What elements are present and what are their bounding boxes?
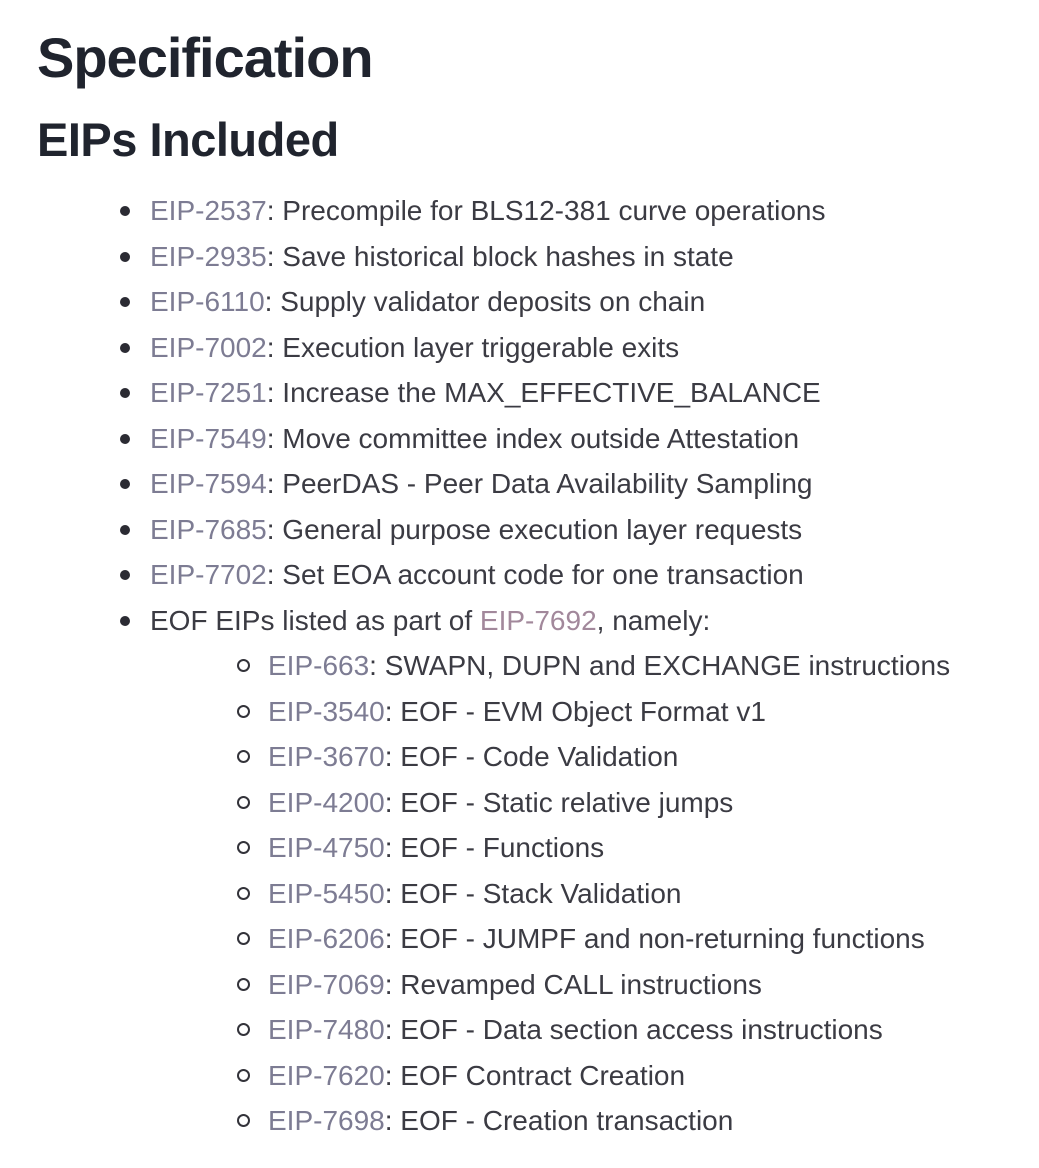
- eip-link[interactable]: EIP-7620: [268, 1059, 385, 1091]
- item-text: : Revamped CALL instructions: [384, 968, 762, 1000]
- bullet-circle-icon: [237, 705, 250, 718]
- item-text: : Supply validator deposits on chain: [264, 286, 706, 317]
- list-item: [150, 279, 1019, 325]
- bullet-circle-icon: [237, 841, 250, 854]
- item-text: : EOF - Static relative jumps: [384, 786, 734, 818]
- item-text: : EOF Contract Creation: [384, 1059, 686, 1091]
- list-item: [150, 552, 1019, 598]
- bullet-circle-icon: [237, 659, 250, 672]
- bullet-disc-icon: [120, 525, 130, 535]
- bullet-disc-icon: [120, 570, 130, 580]
- eip-link[interactable]: EIP-3540: [268, 695, 385, 727]
- eip-link[interactable]: EIP-3670: [268, 741, 385, 772]
- eip-link[interactable]: EIP-7069: [268, 968, 385, 1000]
- sub-list-item: [268, 871, 1019, 917]
- item-text: : Set EOA account code for one transaction: [266, 559, 804, 590]
- bullet-circle-icon: [237, 1023, 250, 1036]
- bullet-disc-icon: [120, 297, 130, 307]
- item-prefix: EOF EIPs listed as part of: [150, 604, 480, 636]
- item-text: : Save historical block hashes in state: [266, 240, 734, 272]
- sub-list-item: [268, 689, 1019, 735]
- item-text: : EOF - Functions: [384, 832, 605, 863]
- item-text: : Move committee index outside Attestation: [266, 422, 800, 454]
- eip-link[interactable]: EIP-4750: [268, 832, 385, 863]
- bullet-disc-icon: [120, 343, 130, 353]
- bullet-circle-icon: [237, 978, 250, 991]
- eip-link[interactable]: EIP-7702: [150, 559, 267, 590]
- eip-link[interactable]: EIP-4200: [268, 786, 385, 818]
- bullet-circle-icon: [237, 887, 250, 900]
- item-text: : EOF - EVM Object Format v1: [384, 695, 766, 727]
- eip-link[interactable]: EIP-6206: [268, 923, 385, 954]
- eip-link[interactable]: EIP-2935: [150, 240, 267, 272]
- eip-link[interactable]: EIP-7692: [479, 604, 597, 636]
- section-title: EIPs Included: [37, 113, 339, 166]
- bullet-disc-icon: [120, 479, 130, 489]
- bullet-disc-icon: [120, 434, 130, 444]
- eip-link[interactable]: EIP-7685: [150, 513, 267, 545]
- bullet-circle-icon: [237, 1114, 250, 1127]
- sub-list-item: [268, 643, 1019, 689]
- item-text: : EOF - JUMPF and non-returning functions: [384, 923, 925, 954]
- eip-link[interactable]: EIP-7251: [150, 377, 267, 408]
- item-text: : EOF - Data section access instructions: [384, 1014, 883, 1045]
- eip-link[interactable]: EIP-6110: [150, 286, 265, 317]
- eip-link[interactable]: EIP-663: [268, 650, 370, 681]
- sub-list-item: [268, 734, 1019, 780]
- item-text: , namely:: [596, 604, 711, 636]
- eip-link[interactable]: EIP-7594: [150, 468, 267, 499]
- bullet-circle-icon: [237, 1069, 250, 1082]
- item-text: : Increase the MAX_EFFECTIVE_BALANCE: [266, 377, 821, 408]
- list-item: [150, 234, 1019, 280]
- bullet-circle-icon: [237, 750, 250, 763]
- eip-link[interactable]: EIP-7698: [268, 1105, 385, 1136]
- eip-list: [37, 188, 1019, 1144]
- bullet-disc-icon: [120, 616, 130, 626]
- bullet-disc-icon: [120, 206, 130, 216]
- item-text: : General purpose execution layer requests: [266, 513, 803, 545]
- bullet-disc-icon: [120, 388, 130, 398]
- eip-link[interactable]: EIP-2537: [150, 195, 267, 226]
- sub-list-item: [268, 916, 1019, 962]
- list-item: [150, 461, 1019, 507]
- list-item: [150, 325, 1019, 371]
- bullet-disc-icon: [120, 252, 130, 262]
- item-text: : EOF - Stack Validation: [384, 877, 682, 909]
- item-text: : EOF - Code Validation: [384, 741, 679, 772]
- item-text: : SWAPN, DUPN and EXCHANGE instructions: [369, 650, 951, 681]
- item-text: : PeerDAS - Peer Data Availability Sampling: [266, 468, 813, 499]
- bullet-circle-icon: [237, 796, 250, 809]
- sub-list-item: [268, 1053, 1019, 1099]
- sub-list-item: [268, 780, 1019, 826]
- page-title: Specification: [37, 26, 373, 89]
- eof-sub-list: [150, 643, 1019, 1144]
- sub-list-item: [268, 825, 1019, 871]
- sub-list-item: [268, 1098, 1019, 1144]
- eip-link[interactable]: EIP-7002: [150, 331, 267, 363]
- item-text: : EOF - Creation transaction: [384, 1105, 734, 1136]
- eip-link[interactable]: EIP-5450: [268, 877, 385, 909]
- item-text: : Execution layer triggerable exits: [266, 331, 680, 363]
- list-item: [150, 507, 1019, 553]
- eip-link[interactable]: EIP-7549: [150, 422, 267, 454]
- item-text: : Precompile for BLS12-381 curve operations: [266, 195, 826, 226]
- eip-link[interactable]: EIP-7480: [268, 1014, 385, 1045]
- bullet-circle-icon: [237, 932, 250, 945]
- sub-list-item: [268, 1007, 1019, 1053]
- sub-list-item: [268, 962, 1019, 1008]
- list-item: [150, 370, 1019, 416]
- list-item: [150, 416, 1019, 462]
- list-item: [150, 188, 1019, 234]
- list-item: [150, 598, 1019, 1144]
